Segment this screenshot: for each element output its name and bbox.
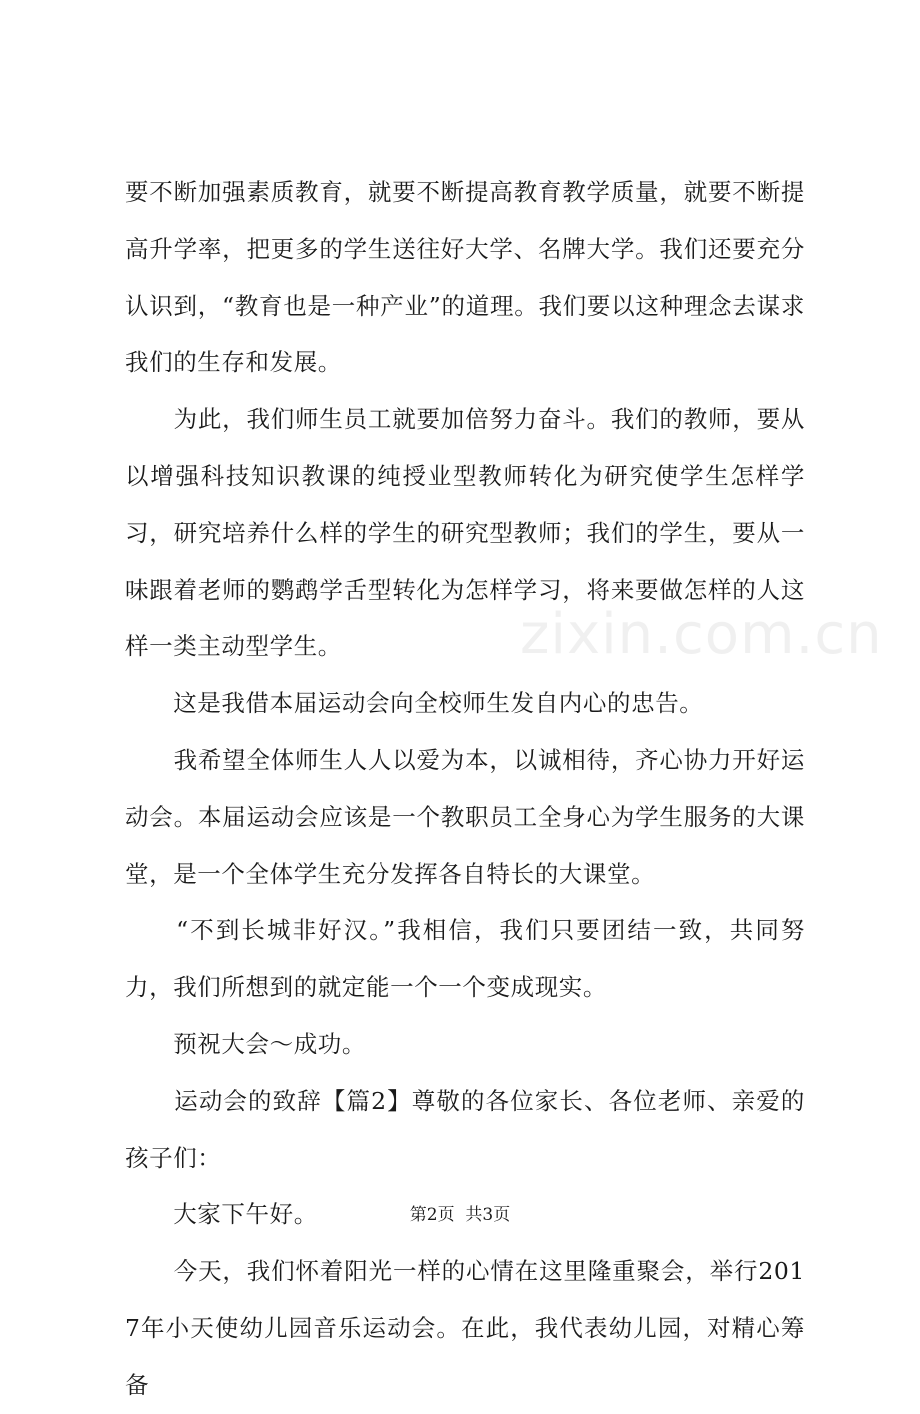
paragraph-2: 为此，我们师生员工就要加倍努力奋斗。我们的教师，要从以增强科技知识教课的纯授业型教师转化为研究使学生怎样学习，研究培养什么样的学生的研究型教师；我们的学生，要从一味跟着老师的鹦鹉学舌型转化为怎样学习，将来要做怎样的人这样一类主动型学生。 bbox=[125, 405, 805, 661]
paragraph-3: 这是我借本届运动会向全校师生发自内心的忠告。 bbox=[125, 689, 704, 718]
paragraph-6: 预祝大会～成功。 bbox=[125, 1029, 366, 1058]
paragraph-9: 今天，我们怀着阳光一样的心情在这里隆重聚会，举行2017年小天使幼儿园音乐运动会。在此，我代表幼儿园，对精心筹备 bbox=[125, 1257, 805, 1399]
paragraph-7: 运动会的致辞【篇2】尊敬的各位家长、各位老师、亲爱的孩子们： bbox=[125, 1086, 805, 1172]
paragraph-8: 大家下午好。 bbox=[125, 1200, 318, 1229]
watermark: zixin.com.cn bbox=[520, 602, 883, 667]
paragraph-5: “不到长城非好汉。”我相信，我们只要团结一致，共同努力，我们所想到的就定能一个一个变成现实。 bbox=[125, 916, 805, 1002]
paragraph-1: 要不断加强素质教育，就要不断提高教育教学质量，就要不断提高升学率，把更多的学生送往好大学、名牌大学。我们还要充分认识到，“教育也是一种产业”的道理。我们要以这种理念去谋求我们的生存和发展。 bbox=[125, 178, 805, 377]
paragraph-4: 我希望全体师生人人以爱为本，以诚相待，齐心协力开好运动会。本届运动会应该是一个教职员工全身心为学生服务的大课堂，是一个全体学生充分发挥各自特长的大课堂。 bbox=[125, 745, 805, 888]
document-body bbox=[125, 164, 805, 1414]
page-number-footer: 第2页 共3页 bbox=[409, 1205, 511, 1225]
